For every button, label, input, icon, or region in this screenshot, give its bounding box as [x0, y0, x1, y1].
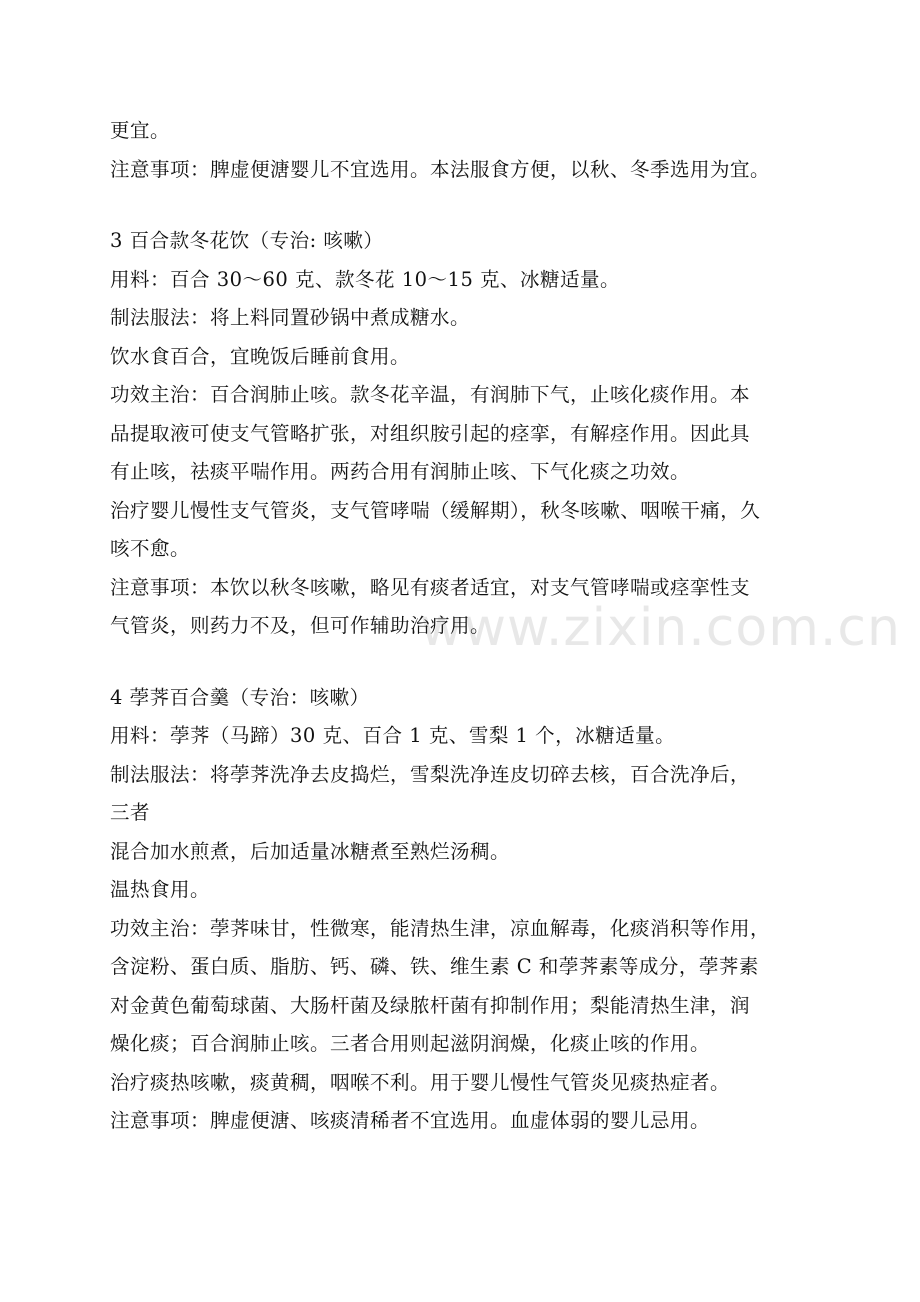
text-line: 品提取液可使支气管略扩张，对组织胺引起的痉挛，有解痉作用。因此具 [110, 421, 751, 445]
section-heading: 3 百合款冬花饮（专治: 咳嗽） [110, 229, 384, 252]
text-line: 有止咳，祛痰平喘作用。两药合用有润肺止咳、下气化痰之功效。 [110, 460, 691, 483]
watermark: www.zixin.com.cn [420, 598, 901, 658]
text-line: 用料：百合 30～60 克、款冬花 10～15 克、冰糖适量。 [110, 267, 621, 291]
text-line: 饮水食百合，宜晚饭后睡前食用。 [110, 344, 411, 368]
text-line: 咳不愈。 [110, 537, 191, 560]
text-line: 注意事项：本饮以秋冬咳嗽，略见有痰者适宜，对支气管哮喘或痉挛性支 [110, 575, 751, 599]
text-line: 制法服法：将上料同置砂锅中煮成糖水。 [110, 306, 471, 329]
text-line: 三者 [110, 801, 151, 824]
section-3-lily-coltsfoot-drink [110, 222, 830, 646]
text-line: 功效主治：百合润肺止咳。款冬花辛温，有润肺下气，止咳化痰作用。本 [110, 383, 751, 406]
text-line: 气管炎，则药力不及，但可作辅助治疗用。 [110, 614, 491, 637]
section-heading: 4 荸荠百合羹（专治：咳嗽） [110, 685, 370, 709]
document-page [110, 112, 830, 1141]
text-line: 功效主治：荸荠味甘，性微寒，能清热生津，凉血解毒，化痰消积等作用， [110, 916, 771, 940]
text-line: 温热食用。 [110, 878, 211, 901]
paragraph-gap [110, 189, 830, 222]
text-line: 更宜。 [110, 119, 171, 142]
text-line: 燥化痰；百合润肺止咳。三者合用则起滋阴润燥，化痰止咳的作用。 [110, 1032, 711, 1055]
text-line: 用料：荸荠（马蹄）30 克、百合 1 克、雪梨 1 个，冰糖适量。 [110, 724, 676, 747]
section-previous [110, 112, 830, 189]
text-line: 治疗婴儿慢性支气管炎，支气管哮喘（缓解期），秋冬咳嗽、咽喉干痛，久 [110, 498, 761, 522]
text-line: 治疗痰热咳嗽，痰黄稠，咽喉不利。用于婴儿慢性气管炎见痰热症者。 [110, 1070, 731, 1094]
text-line: 注意事项：脾虚便溏婴儿不宜选用。本法服食方便，以秋、冬季选用为宜。 [110, 157, 771, 181]
text-line: 混合加水煎煮，后加适量冰糖煮至熟烂汤稠。 [110, 839, 511, 863]
text-line: 制法服法：将荸荠洗净去皮捣烂，雪梨洗净连皮切碎去核，百合洗净后， [110, 762, 751, 786]
paragraph-gap [110, 646, 830, 679]
text-line: 含淀粉、蛋白质、脂肪、钙、磷、铁、维生素 C 和荸荠素等成分，荸荠素 [110, 955, 759, 978]
text-line: 注意事项：脾虚便溏、咳痰清稀者不宜选用。血虚体弱的婴儿忌用。 [110, 1109, 711, 1132]
text-line: 对金黄色葡萄球菌、大肠杆菌及绿脓杆菌有抑制作用；梨能清热生津，润 [110, 993, 751, 1017]
section-4-water-chestnut-lily-soup [110, 679, 830, 1141]
